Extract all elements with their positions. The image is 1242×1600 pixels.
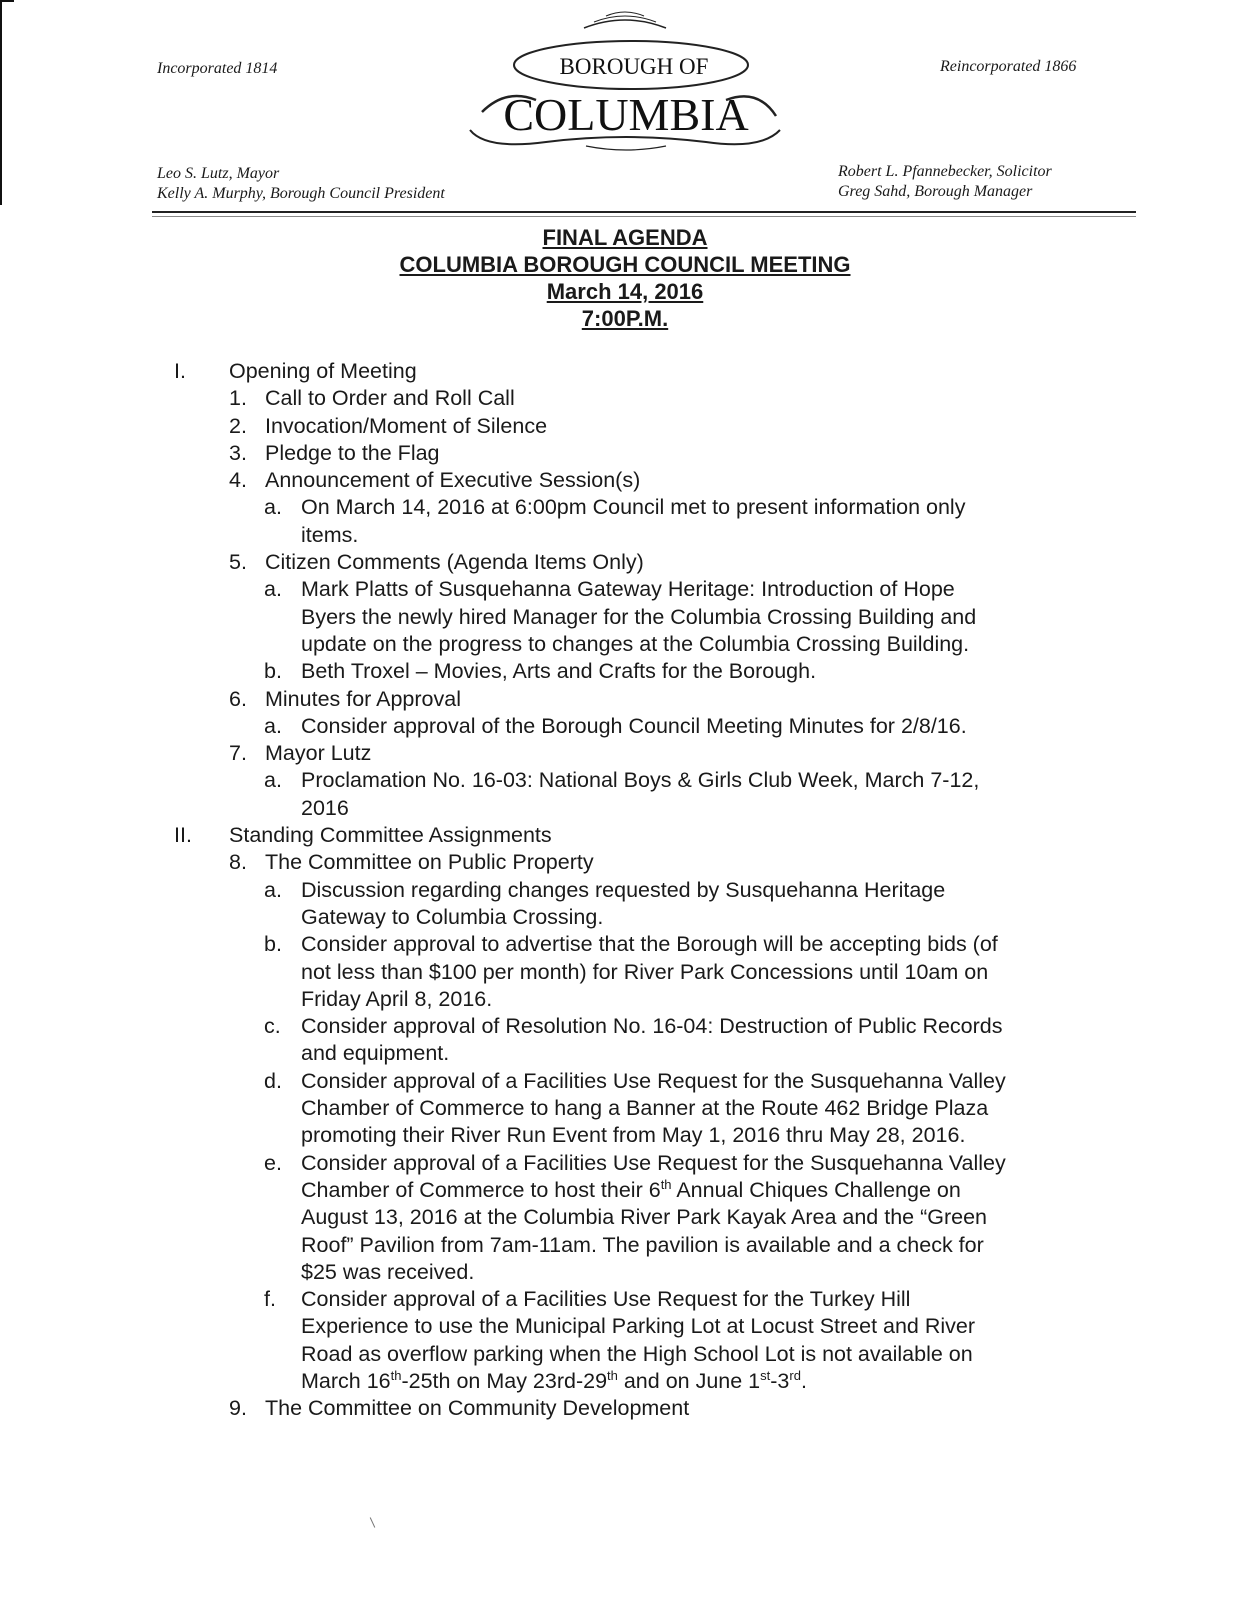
item-number: 9. (229, 1396, 247, 1421)
subitem-letter: b. (264, 932, 282, 957)
logo-borough-of: BOROUGH OF (559, 54, 709, 79)
agenda-item (0, 467, 1242, 494)
subitem-continuation (0, 1368, 1242, 1395)
subitem-letter: a. (264, 877, 282, 902)
scan-edge-mark-top (0, 0, 14, 2)
item-number: 8. (229, 850, 247, 875)
subitem-letter: b. (264, 659, 282, 684)
scan-edge-mark (0, 0, 2, 205)
item-number: 5. (229, 550, 247, 575)
section-number: II. (174, 823, 192, 848)
agenda-item (0, 549, 1242, 576)
title-meeting: COLUMBIA BOROUGH COUNCIL MEETING (399, 252, 851, 277)
item-text: Invocation/Moment of Silence (265, 413, 548, 438)
officials-right (838, 162, 1052, 202)
letterhead-rule (152, 211, 1136, 213)
agenda-subitem (0, 576, 1242, 603)
letterhead-rule-thin (152, 216, 1136, 217)
subitem-continuation: Road as overflow parking when the High School Lot is not available on (301, 1341, 973, 1366)
agenda-subitem (0, 931, 1242, 958)
text-run: . (800, 1368, 807, 1393)
subitem-continuation: Byers the newly hired Manager for the Columbia Crossing Building and (301, 604, 977, 629)
ordinal-suffix: st (760, 1367, 771, 1383)
agenda-item (0, 1395, 1242, 1422)
agenda-item (0, 385, 1242, 412)
text-run: Chamber of Commerce to host their 6 (301, 1177, 661, 1202)
subitem-letter: a. (264, 713, 282, 738)
section-heading (0, 822, 1242, 849)
item-number: 3. (229, 440, 247, 465)
agenda-item (0, 413, 1242, 440)
subitem-text: Consider approval of the Borough Council Meeting Minutes for 2/8/16. (301, 713, 967, 738)
text-run: and on June 1 (617, 1368, 761, 1393)
text-run: Annual Chiques Challenge on (671, 1177, 961, 1202)
subitem-continuation: Experience to use the Municipal Parking Lot at Locust Street and River (301, 1314, 976, 1339)
title-date: March 14, 2016 (546, 279, 704, 304)
subitem-letter: a. (264, 495, 282, 520)
text-run: March 16 (301, 1368, 391, 1393)
subitem-text: Mark Platts of Susquehanna Gateway Heritage: Introduction of Hope (301, 577, 955, 602)
borough-of-columbia-logo (466, 8, 784, 152)
subitem-letter: a. (264, 768, 282, 793)
incorporated-date: Incorporated 1814 (157, 60, 278, 77)
item-number: 2. (229, 413, 247, 438)
item-number: 7. (229, 741, 247, 766)
item-text: Minutes for Approval (265, 686, 461, 711)
item-text: The Committee on Community Development (265, 1396, 690, 1421)
agenda-subitem (0, 494, 1242, 521)
subitem-letter: f. (264, 1287, 276, 1312)
agenda-item (0, 686, 1242, 713)
title-final-agenda: FINAL AGENDA (542, 225, 708, 250)
agenda-item (0, 440, 1242, 467)
section-number: I. (174, 359, 186, 383)
ordinal-suffix: th (607, 1367, 618, 1383)
agenda-item (0, 740, 1242, 767)
ordinal-suffix: rd (789, 1367, 801, 1383)
agenda-item (0, 849, 1242, 876)
subitem-continuation: Friday April 8, 2016. (301, 986, 493, 1011)
title-time: 7:00P.M. (581, 306, 669, 331)
subitem-continuation: 2016 (301, 795, 349, 820)
officials-left (157, 164, 445, 204)
subitem-continuation: promoting their River Run Event from May 1, 2016 thru May 28, 2016. (301, 1123, 966, 1148)
item-text: Pledge to the Flag (265, 440, 440, 465)
item-text: Citizen Comments (Agenda Items Only) (265, 550, 644, 575)
agenda-subitem (0, 658, 1242, 685)
subitem-letter: a. (264, 577, 282, 602)
mayor-name: Leo S. Lutz, Mayor (157, 165, 280, 182)
ordinal-suffix: th (390, 1367, 402, 1383)
agenda-title-block (0, 224, 1242, 332)
subitem-text: Consider approval of Resolution No. 16-04: Destruction of Public Records (301, 1014, 1003, 1039)
item-text: The Committee on Public Property (265, 850, 594, 875)
text-run: -25th on May 23rd-29 (401, 1368, 608, 1393)
section-heading (0, 358, 1242, 385)
agenda-subitem (0, 1013, 1242, 1040)
subitem-letter: c. (264, 1014, 281, 1039)
subitem-text: Consider approval to advertise that the Borough will be accepting bids (of (301, 932, 998, 957)
agenda-subitem (0, 767, 1242, 794)
subitem-continuation: August 13, 2016 at the Columbia River Park Kayak Area and the “Green (301, 1205, 988, 1230)
subitem-continuation: $25 was received. (301, 1259, 475, 1284)
subitem-continuation: Gateway to Columbia Crossing. (301, 904, 604, 929)
subitem-continuation: and equipment. (301, 1041, 450, 1066)
subitem-text: Beth Troxel – Movies, Arts and Crafts for the Borough. (301, 659, 817, 684)
item-number: 1. (229, 386, 247, 411)
council-president-name: Kelly A. Murphy, Borough Council President (157, 185, 445, 202)
subitem-text: Consider approval of a Facilities Use Request for the Susquehanna Valley (301, 1068, 1006, 1093)
scan-speck (370, 1517, 376, 1527)
subitem-continuation: Roof” Pavilion from 7am-11am. The pavilion is available and a check for (301, 1232, 984, 1257)
agenda-subitem (0, 877, 1242, 904)
solicitor-name: Robert L. Pfannebecker, Solicitor (838, 163, 1052, 180)
item-text: Announcement of Executive Session(s) (265, 468, 641, 493)
agenda-list (0, 358, 1242, 1423)
section-title: Opening of Meeting (229, 359, 417, 383)
subitem-text: Consider approval of a Facilities Use Request for the Turkey Hill (301, 1287, 911, 1312)
item-text: Call to Order and Roll Call (265, 386, 515, 411)
subitem-continuation: not less than $100 per month) for River Park Concessions until 10am on (301, 959, 989, 984)
ordinal-suffix: th (660, 1176, 672, 1192)
subitem-text: Discussion regarding changes requested by Susquehanna Heritage (301, 877, 946, 902)
subitem-letter: d. (264, 1068, 282, 1093)
text-run: -3 (770, 1368, 790, 1393)
subitem-continuation: Chamber of Commerce to hang a Banner at the Route 462 Bridge Plaza (301, 1096, 989, 1121)
agenda-subitem (0, 1068, 1242, 1095)
subitem-continuation: update on the progress to changes at the Columbia Crossing Building. (301, 631, 970, 656)
logo-columbia: COLUMBIA (503, 89, 749, 140)
agenda-subitem (0, 1150, 1242, 1177)
subitem-text: Consider approval of a Facilities Use Request for the Susquehanna Valley (301, 1150, 1006, 1175)
agenda-subitem (0, 1286, 1242, 1313)
item-number: 6. (229, 686, 247, 711)
subitem-continuation: items. (301, 522, 359, 547)
subitem-letter: e. (264, 1150, 282, 1175)
item-text: Mayor Lutz (265, 741, 372, 766)
section-title: Standing Committee Assignments (229, 823, 552, 848)
reincorporated-date: Reincorporated 1866 (940, 58, 1077, 75)
agenda-subitem (0, 713, 1242, 740)
subitem-text: On March 14, 2016 at 6:00pm Council met to present information only (301, 495, 966, 520)
manager-name: Greg Sahd, Borough Manager (838, 183, 1033, 200)
subitem-text: Proclamation No. 16-03: National Boys & Girls Club Week, March 7-12, (301, 768, 980, 793)
item-number: 4. (229, 468, 247, 493)
subitem-continuation (0, 1177, 1242, 1204)
